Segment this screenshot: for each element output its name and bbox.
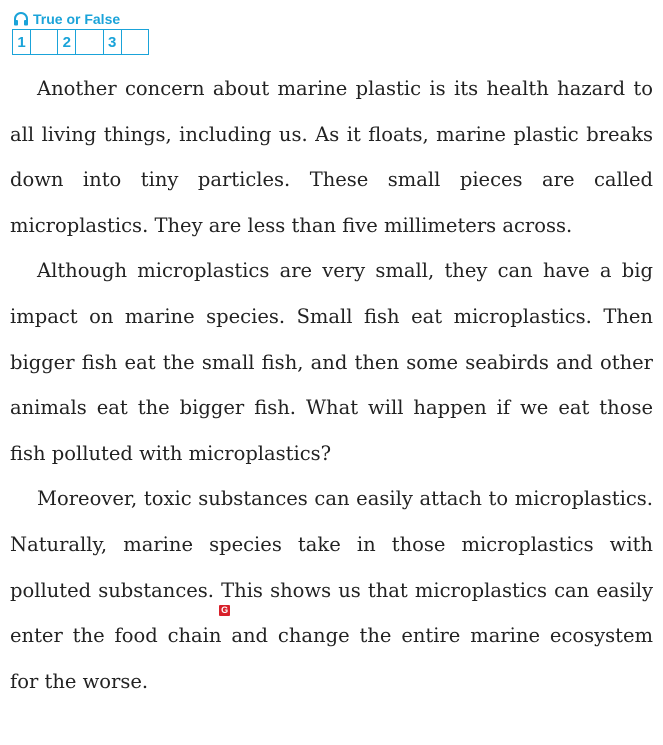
- answer-item-1[interactable]: [13, 30, 58, 54]
- answer-item-number: 3: [104, 30, 122, 54]
- paragraph-3: [10, 476, 653, 704]
- answer-item-number: 2: [58, 30, 76, 54]
- paragraph-2: Although microplastics are very small, they can have a big impact on marine species. Small fish eat microplastics. Then bigger fish eat the small fish, and then some seabirds and other animals eat the bigger fish. What will happen if we eat those fish polluted with microplastics?: [10, 259, 653, 465]
- answer-item-3[interactable]: [104, 30, 148, 54]
- answer-item-number: 1: [13, 30, 31, 54]
- answer-field[interactable]: [76, 30, 102, 54]
- true-or-false-label: True or False: [33, 11, 121, 27]
- paragraph-1: Another concern about marine plastic is its health hazard to all living things, including us. As it floats, marine plastic breaks down into tiny particles. These small pieces are called microplastics. They are less than five millimeters across.: [10, 77, 653, 237]
- true-or-false-title-row: [12, 10, 162, 28]
- paragraph-3-text-a: Moreover, toxic substances can easily attach to microplastics. Naturally, marine species take in those microplastics with polluted substances.: [10, 487, 653, 602]
- answer-boxes: [12, 29, 149, 55]
- headphones-icon[interactable]: [12, 11, 30, 27]
- reading-passage: [10, 66, 653, 704]
- paragraph-3-text-b: This shows us that microplastics can easily enter the food chain and change the entire marine ecosystem for the worse.: [10, 578, 653, 693]
- answer-item-2[interactable]: [58, 30, 103, 54]
- true-or-false-header: [12, 10, 162, 55]
- answer-field[interactable]: [31, 30, 57, 54]
- answer-field[interactable]: [122, 30, 148, 54]
- grammar-g-icon[interactable]: G: [221, 604, 229, 615]
